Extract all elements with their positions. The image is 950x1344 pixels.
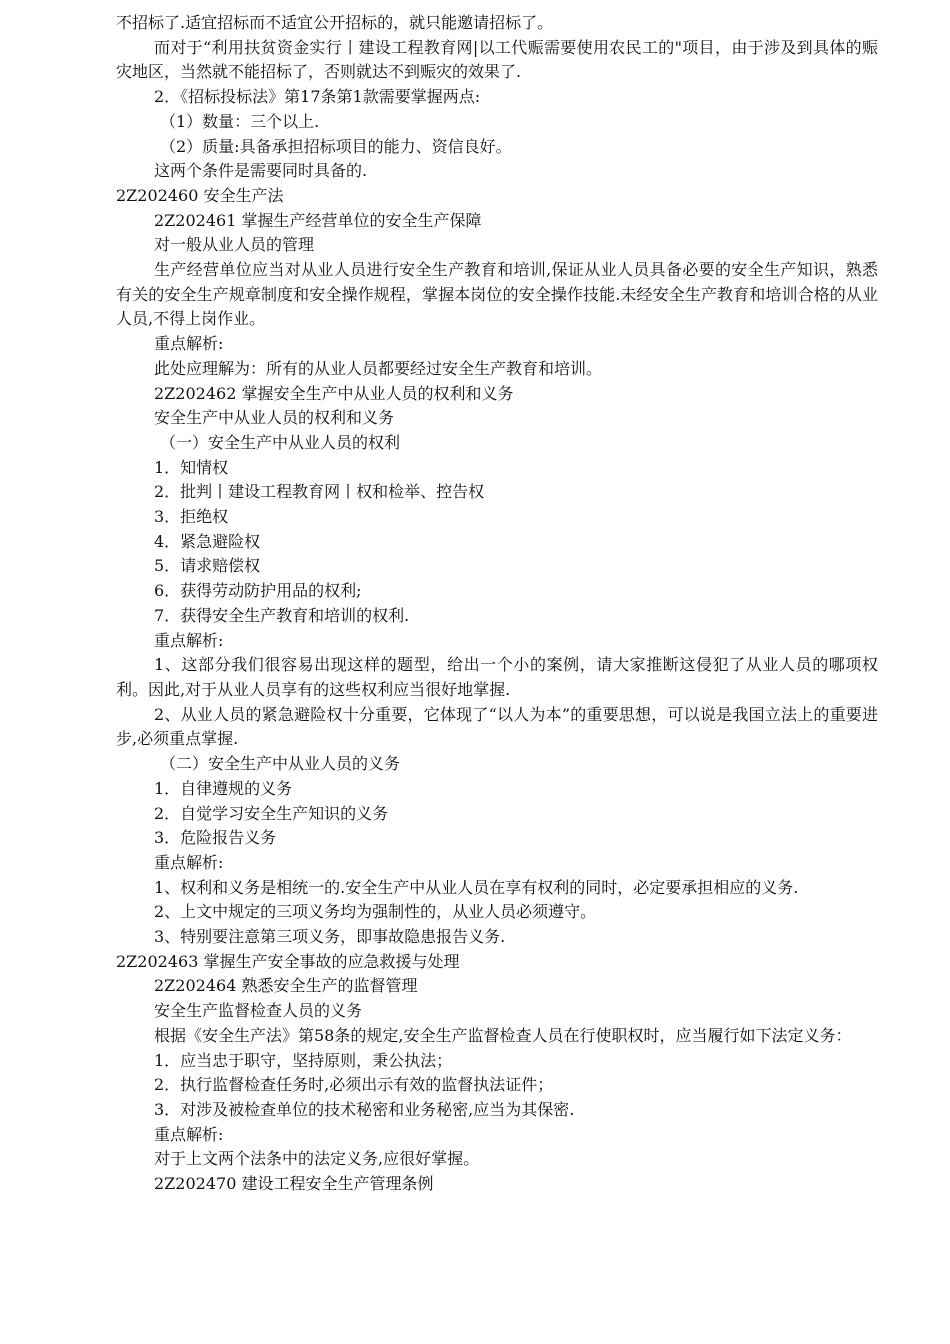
paragraph: （一）安全生产中从业人员的权利 — [160, 432, 401, 452]
paragraph: 生产经营单位应当对从业人员进行安全生产教育和培训,保证从业人员具备必要的安全生产知识，熟悉有关的安全生产规章制度和安全操作规程，掌握本岗位的安全操作技能.未经安全生产教育和培训合格的从业人员,不得上岗作业。 — [116, 260, 878, 329]
paragraph: 不招标了.适宜招标而不适宜公开招标的，就只能邀请招标了。 — [116, 13, 554, 32]
paragraph: 2．自觉学习安全生产知识的义务 — [154, 803, 389, 823]
paragraph: 安全生产中从业人员的权利和义务 — [154, 408, 395, 428]
paragraph: 重点解析: — [154, 852, 224, 872]
paragraph: 1．应当忠于职守，坚持原则，秉公执法； — [154, 1050, 453, 1070]
paragraph: 2．批判丨建设工程教育网丨权和检举、控告权 — [154, 482, 485, 502]
paragraph: （1）数量：三个以上. — [160, 111, 320, 131]
document-body — [116, 11, 878, 1197]
paragraph: 2、从业人员的紧急避险权十分重要，它体现了“以人为本”的重要思想，可以说是我国立法上的重要进步,必须重点掌握. — [116, 704, 878, 749]
paragraph: 1、权利和义务是相统一的.安全生产中从业人员在享有权利的同时，必定要承担相应的义务. — [154, 877, 799, 897]
paragraph: 2Z202463 掌握生产安全事故的应急救援与处理 — [116, 951, 460, 971]
paragraph: 2．《招标投标法》第17条第1款需要掌握两点: — [154, 87, 481, 107]
paragraph: 重点解析: — [154, 630, 224, 650]
paragraph: 安全生产监督检查人员的义务 — [154, 1001, 363, 1021]
paragraph: 7．获得安全生产教育和培训的权利. — [154, 605, 410, 625]
paragraph: 2．执行监督检查任务时,必须出示有效的监督执法证件； — [154, 1075, 554, 1095]
paragraph: 重点解析: — [154, 1124, 224, 1144]
paragraph: 1．自律遵规的义务 — [154, 778, 293, 798]
paragraph: 5．请求赔偿权 — [154, 556, 261, 576]
paragraph: 对于上文两个法条中的法定义务,应很好掌握。 — [154, 1149, 480, 1169]
paragraph: 3．对涉及被检查单位的技术秘密和业务秘密,应当为其保密. — [154, 1099, 575, 1119]
paragraph: 2Z202470 建设工程安全生产管理条例 — [154, 1174, 434, 1194]
paragraph: 1、这部分我们很容易出现这样的题型，给出一个小的案例，请大家推断这侵犯了从业人员的哪项权利。因此,对于从业人员享有的这些权利应当很好地掌握. — [116, 655, 878, 699]
paragraph: 2Z202464 熟悉安全生产的监督管理 — [154, 976, 418, 996]
paragraph: 根据《安全生产法》第58条的规定,安全生产监督检查人员在行使职权时，应当履行如下法定义务： — [154, 1025, 852, 1045]
paragraph: 1．知情权 — [154, 457, 229, 477]
paragraph: 2、上文中规定的三项义务均为强制性的，从业人员必须遵守。 — [154, 902, 597, 922]
paragraph: （2）质量:具备承担招标项目的能力、资信良好。 — [160, 136, 512, 156]
paragraph: 6．获得劳动防护用品的权利; — [154, 581, 362, 601]
paragraph: 2Z202461 掌握生产经营单位的安全生产保障 — [154, 210, 482, 230]
paragraph: 对一般从业人员的管理 — [154, 235, 315, 255]
paragraph: 重点解析: — [154, 334, 224, 354]
paragraph: 3．拒绝权 — [154, 507, 229, 527]
paragraph: 4．紧急避险权 — [154, 531, 261, 551]
paragraph: 2Z202462 掌握安全生产中从业人员的权利和义务 — [154, 383, 514, 403]
paragraph: 3．危险报告义务 — [154, 828, 277, 848]
paragraph: 3、特别要注意第三项义务，即事故隐患报告义务. — [154, 927, 506, 947]
paragraph: 这两个条件是需要同时具备的. — [154, 161, 368, 181]
paragraph: 2Z202460 安全生产法 — [116, 185, 284, 205]
paragraph: 此处应理解为：所有的从业人员都要经过安全生产教育和培训。 — [154, 358, 603, 378]
paragraph: （二）安全生产中从业人员的义务 — [160, 754, 401, 774]
paragraph: 而对于“利用扶贫资金实行丨建设工程教育网|以工代赈需要使用农民工的"项目，由于涉及到具体的赈灾地区，当然就不能招标了，否则就达不到赈灾的效果了. — [116, 37, 878, 82]
